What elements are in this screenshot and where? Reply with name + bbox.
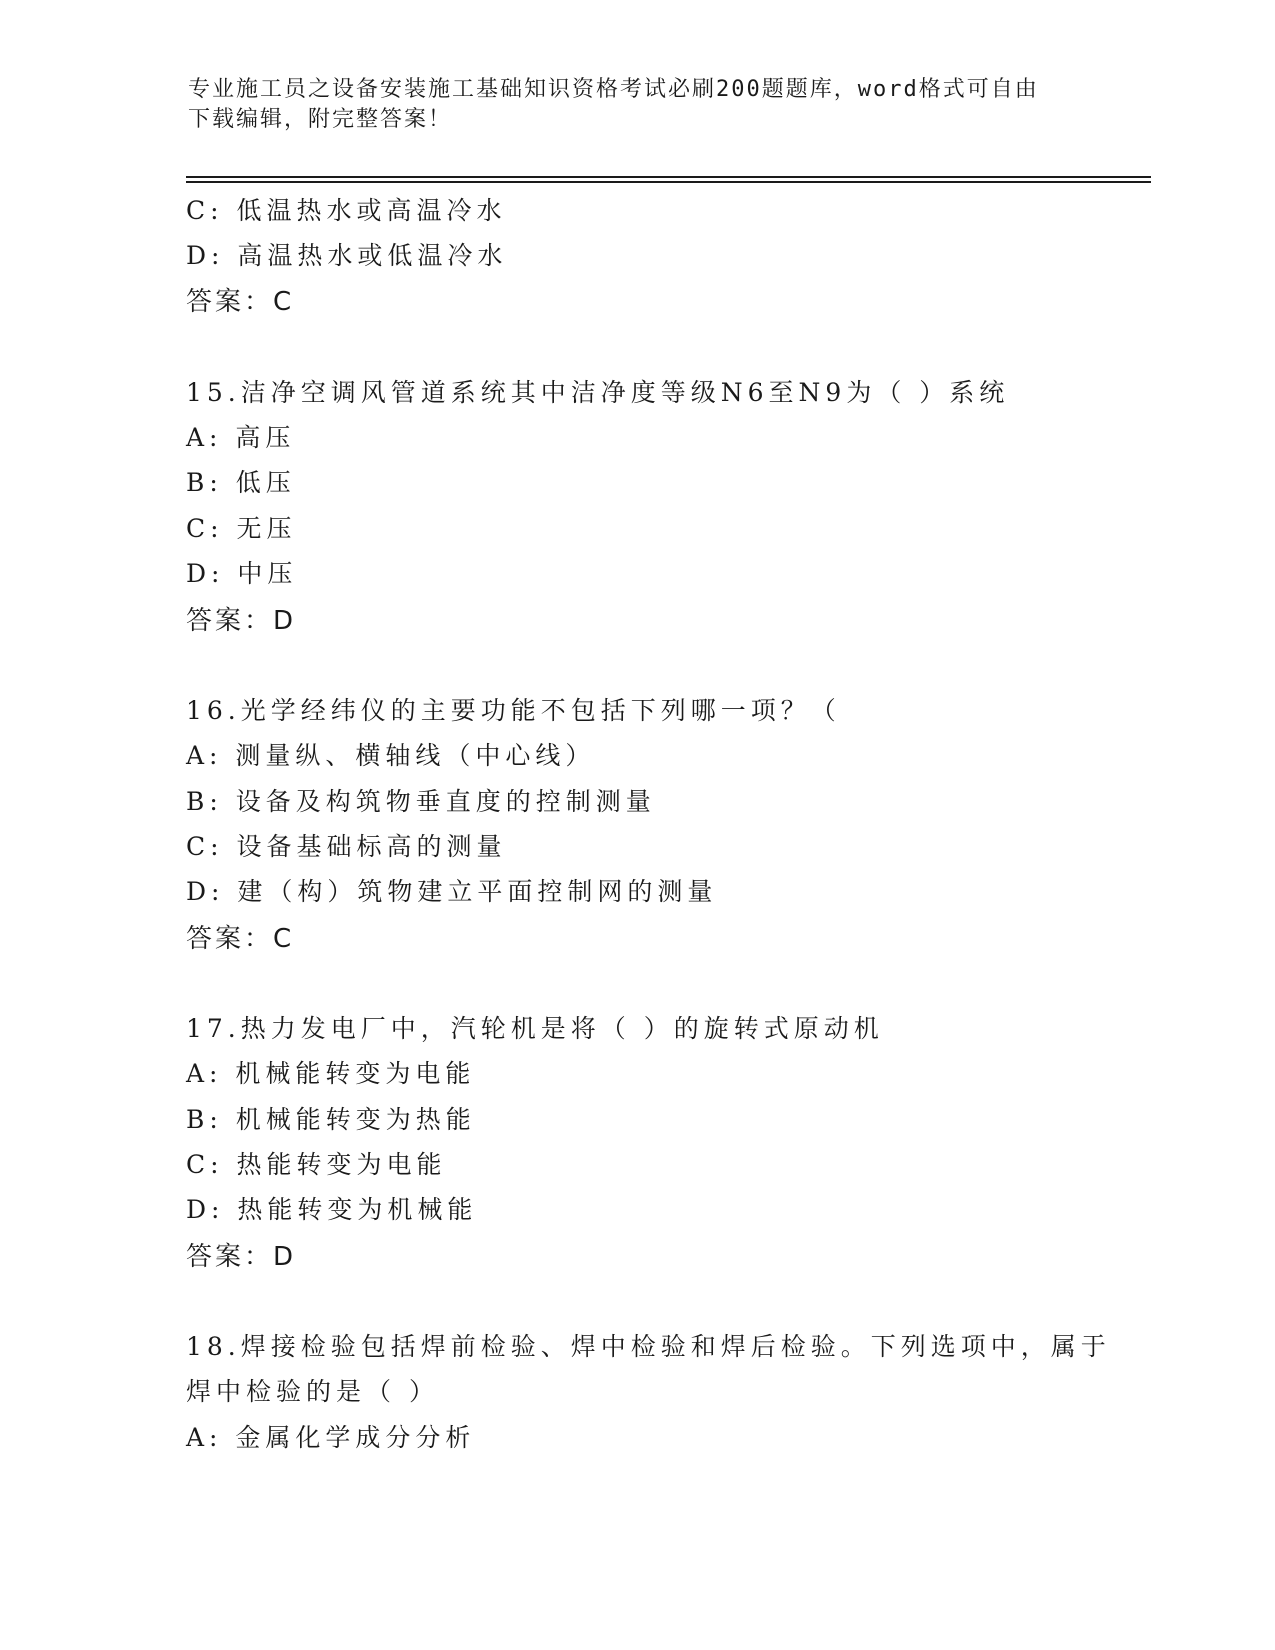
q16-answer: 答案：C — [186, 924, 295, 954]
q17-answer: 答案：D — [186, 1242, 297, 1272]
q18-option-a: A: 金属化学成分分析 — [186, 1423, 476, 1452]
header-divider-top — [186, 176, 1151, 178]
q14-option-d: D: 高温热水或低温冷水 — [186, 241, 508, 270]
q15-option-c: C: 无压 — [186, 514, 297, 543]
q15-option-a: A: 高压 — [186, 423, 296, 452]
q16-option-b: B: 设备及构筑物垂直度的控制测量 — [186, 787, 656, 816]
header-title-line-1: 专业施工员之设备安装施工基础知识资格考试必刷200题题库，word格式可自由 — [188, 77, 1039, 102]
q16-stem: 16.光学经纬仪的主要功能不包括下列哪一项？（ — [186, 696, 841, 725]
q16-option-c: C: 设备基础标高的测量 — [186, 832, 507, 861]
q15-stem: 15.洁净空调风管道系统其中洁净度等级N6至N9为（ ）系统 — [186, 378, 1010, 407]
q16-option-a: A: 测量纵、横轴线（中心线） — [186, 741, 596, 770]
q15-answer: 答案：D — [186, 606, 297, 636]
q14-answer: 答案：C — [186, 287, 295, 317]
q15-option-d: D: 中压 — [186, 559, 298, 588]
q15-option-b: B: 低压 — [186, 468, 296, 497]
q18-stem-line-1: 18.焊接检验包括焊前检验、焊中检验和焊后检验。下列选项中，属于 — [186, 1332, 1111, 1361]
q17-option-c: C: 热能转变为电能 — [186, 1150, 447, 1179]
q18-stem-line-2: 焊中检验的是（ ） — [186, 1377, 439, 1406]
q17-option-a: A: 机械能转变为电能 — [186, 1059, 476, 1088]
header-divider-bottom — [186, 181, 1151, 183]
q17-stem: 17.热力发电厂中，汽轮机是将（ ）的旋转式原动机 — [186, 1014, 884, 1043]
q17-option-b: B: 机械能转变为热能 — [186, 1105, 476, 1134]
q14-option-c: C: 低温热水或高温冷水 — [186, 196, 507, 225]
q16-option-d: D: 建（构）筑物建立平面控制网的测量 — [186, 877, 718, 906]
q17-option-d: D: 热能转变为机械能 — [186, 1195, 478, 1224]
header-title-line-2: 下载编辑，附完整答案！ — [188, 107, 453, 132]
